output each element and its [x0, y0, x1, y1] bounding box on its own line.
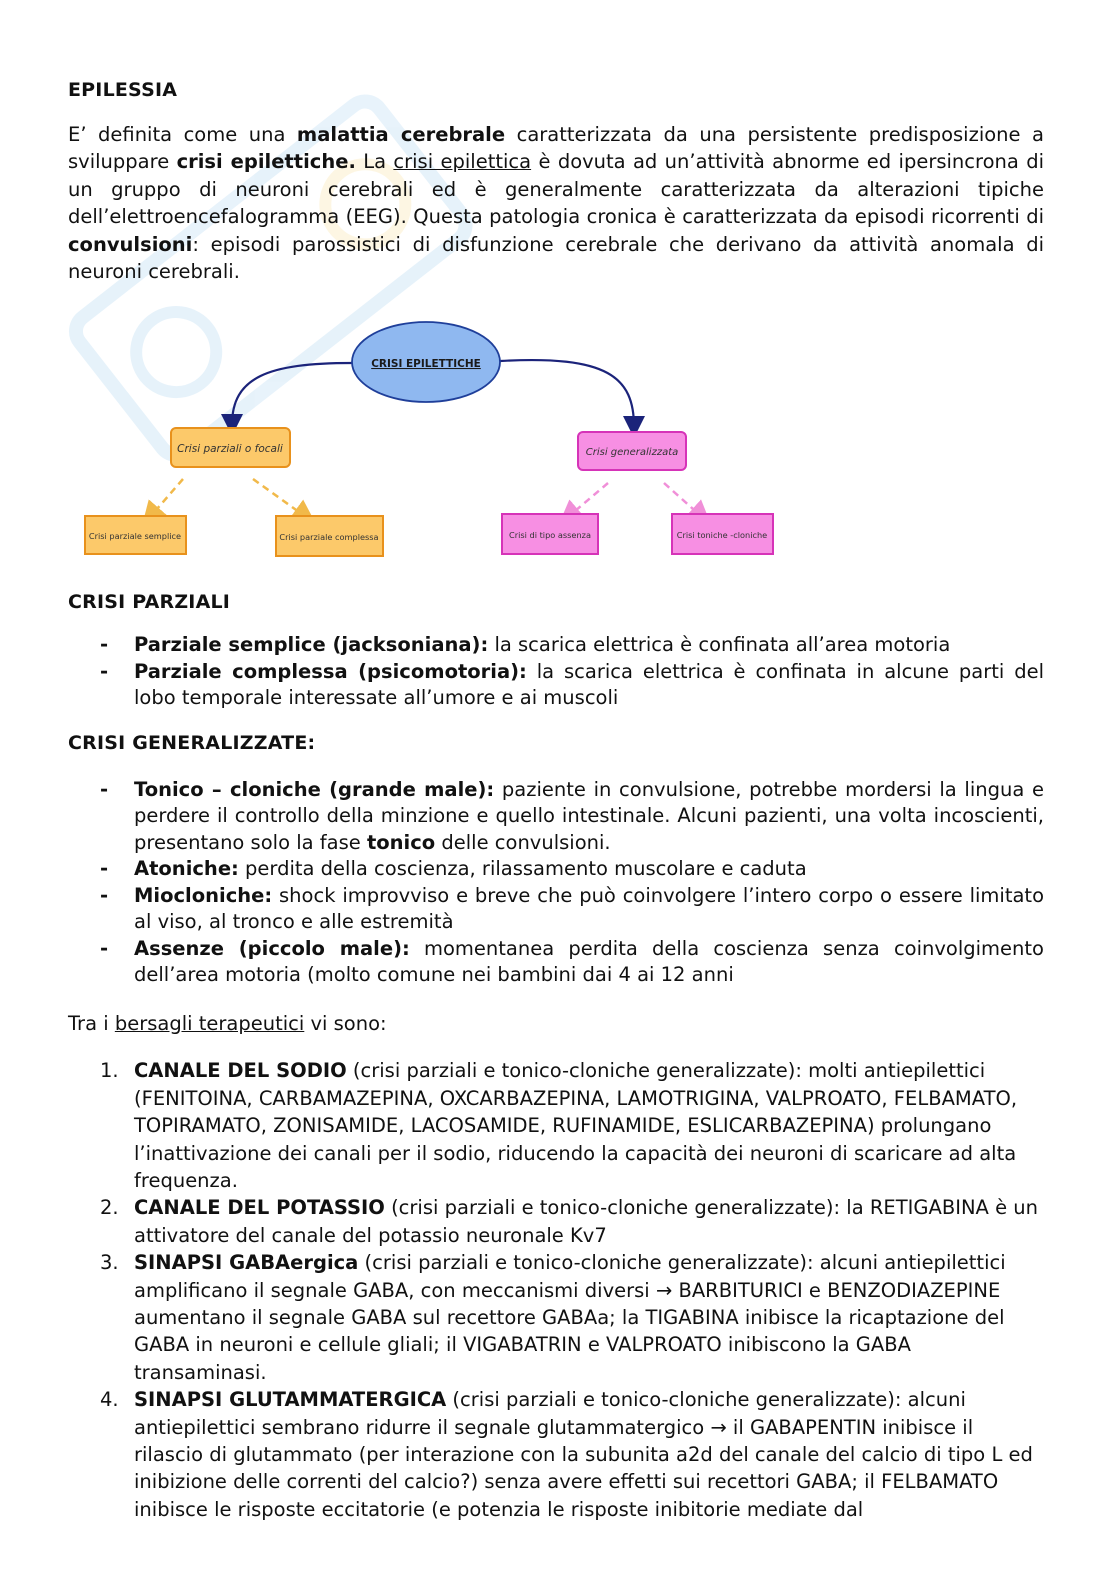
seizure-concept-map	[68, 297, 1044, 567]
node-generalized-label: Crisi generalizzata	[585, 447, 679, 459]
list-item: - Tonico – cloniche (grande male): paziente in convulsione, potrebbe mordersi la lingua e perdere il controllo della minzione e quello intestinale. Alcuni pazienti, una volta incoscienti, presentano solo la fase tonico delle convulsioni.	[100, 777, 1045, 854]
connector-root-right	[500, 360, 634, 427]
list-item: - Assenze (piccolo male): momentanea perdita della coscienza senza coinvolgimento dell’area motoria (molto comune nei bambini dai 4 ai 12 anni	[100, 936, 1044, 987]
partial-list	[68, 632, 1044, 712]
root-label: CRISI EPILETTICHE	[371, 358, 481, 371]
connector-left-leaf2	[253, 479, 306, 517]
heading-crisi-generalizzate: CRISI GENERALIZZATE:	[68, 731, 316, 754]
list-item: 2. CANALE DEL POTASSIO (crisi parziali e tonico-cloniche generalizzate): la RETIGABINA è un attivatore del canale del potassio neuronale Kv7	[100, 1196, 1039, 1247]
leaf-absence-label: Crisi di tipo assenza	[509, 530, 591, 541]
intro-paragraph: E’ definita come una malattia cerebrale caratterizzata da una persistente predisposizione a sviluppare crisi epilettiche. La crisi epilettica è dovuta ad un’attività abnorme ed ipersincrona di un gruppo di neuroni cerebrali ed è generalmente caratterizzata da alterazioni tipiche dell’elettroencefalogramma (EEG). Questa patologia cronica è caratterizzata da episodi ricorrenti di convulsioni: episodi parossistici di disfunzione cerebrale che derivano da attività anomala di neuroni cerebrali.	[68, 123, 1045, 284]
leaf-complex-label: Crisi parziale complessa	[279, 532, 379, 543]
list-item: 1. CANALE DEL SODIO (crisi parziali e tonico-cloniche generalizzate): molti antiepilettici (FENITOINA, CARBAMAZEPINA, OXCARBAZEPINA, LAMOTRIGINA, VALPROATO, FELBAMATO, TOPIRAMATO, ZONISAMIDE, LACOSAMIDE, RUFINAMIDE, ESLICARBAZEPINA) prolungano l’inattivazione dei canali per il sodio, riducendo la capacità dei neuroni di scaricare ad alta frequenza.	[100, 1059, 1018, 1192]
list-item: - Atoniche: perdita della coscienza, rilassamento muscolare e caduta	[100, 857, 807, 881]
generalized-list	[68, 777, 1044, 989]
list-item: - Parziale semplice (jacksoniana): la scarica elettrica è confinata all’area motoria	[100, 633, 951, 657]
list-item: - Miocloniche: shock improvviso e breve che può coinvolgere l’intero corpo o essere limitato al viso, al tronco e alle estremità	[100, 883, 1044, 934]
connector-right-leaf3	[568, 483, 608, 517]
node-partial-label: Crisi parziali o focali	[177, 443, 283, 456]
leaf-tonic-label: Crisi toniche -cloniche	[676, 530, 768, 541]
targets-intro: Tra i bersagli terapeutici vi sono:	[68, 1011, 387, 1035]
connector-right-leaf4	[664, 483, 702, 517]
list-item: 3. SINAPSI GABAergica (crisi parziali e tonico-cloniche generalizzate): alcuni antiepilettici amplificano il segnale GABA, con meccanismi diversi → BARBITURICI e BENZODIAZEPINE aumentano il segnale GABA sul recettore GABAa; la TIGABINA inibisce la ricaptazione del GABA in neuroni e cellule gliali; il VIGABATRIN e VALPROATO inibiscono la GABA transaminasi.	[100, 1251, 1006, 1384]
document-page	[68, 76, 1044, 1523]
list-item: - Parziale complessa (psicomotoria): la scarica elettrica è confinata in alcune parti del lobo temporale interessate all’umore e ai muscoli	[100, 659, 1044, 710]
connector-left-leaf1	[150, 479, 183, 517]
page-title: EPILESSIA	[68, 79, 178, 101]
connector-root-left	[232, 363, 352, 425]
list-item: 4. SINAPSI GLUTAMMATERGICA (crisi parziali e tonico-cloniche generalizzate): alcuni antiepilettici sembrano ridurre il segnale glutammatergico → il GABAPENTIN inibisce il rilascio di glutammato (per interazione con la subunita a2d del canale del calcio di tipo L ed inibizione delle correnti del calcio?) senza avere effetti sui recettori GABA; il FELBAMATO inibisce le risposte eccitatorie (e potenzia le risposte inibitorie mediate dal	[100, 1388, 1033, 1521]
leaf-simple-label: Crisi parziale semplice	[88, 531, 182, 542]
targets-list	[68, 1057, 1044, 1523]
heading-crisi-parziali: CRISI PARZIALI	[68, 591, 231, 614]
